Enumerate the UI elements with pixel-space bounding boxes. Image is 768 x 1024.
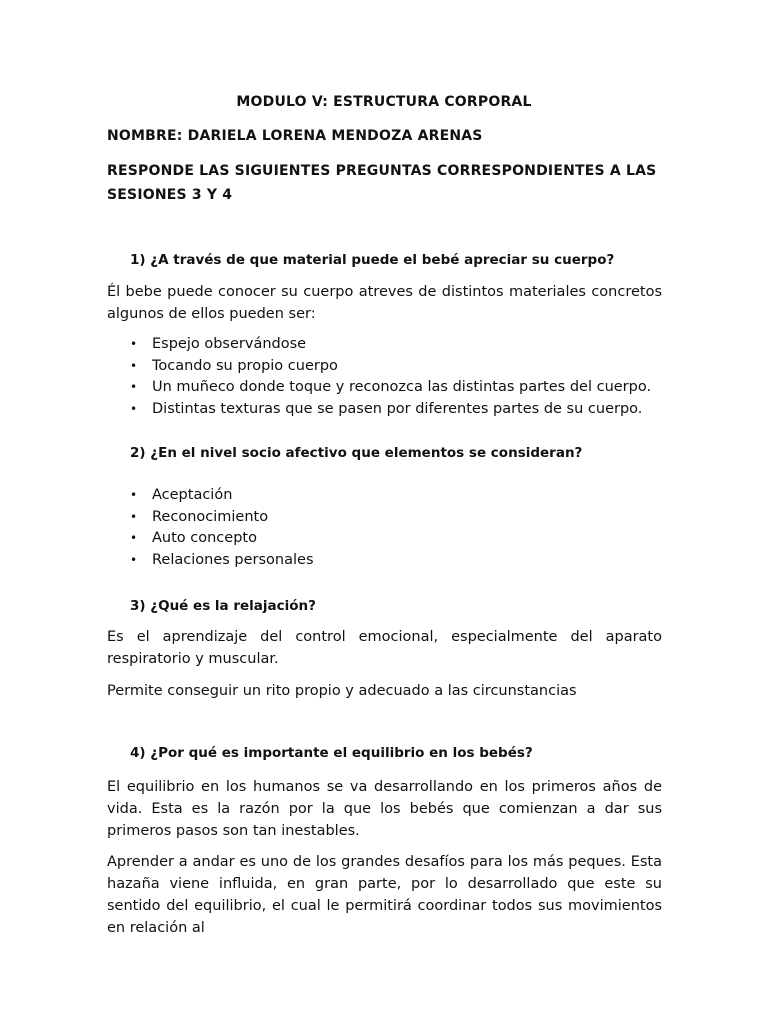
bullet-icon: • [130,401,138,416]
answer-1-text: Él bebe puede conocer su cuerpo atreves de distintos materiales concretos algunos de ellos pueden ser: [107,284,662,322]
answer-4-text-2: Aprender a andar es uno de los grandes desafíos para los más peques. Esta hazaña viene influida, en gran parte, por lo desarrollado que este su sentido del equilibrio, el cual le permitirá coordinar todos sus movimientos en relación al [107,854,662,936]
document-title: MODULO V: ESTRUCTURA CORPORAL [236,94,532,110]
answer-3-text-1: Es el aprendizaje del control emocional, especialmente del aparato respiratorio y muscular. [107,629,662,667]
list-item: • Aceptación [128,485,314,507]
answer-2-list [128,485,314,571]
list-item: • Relaciones personales [128,550,314,572]
question-3: 3) ¿Qué es la relajación? [130,598,317,614]
list-item: • Reconocimiento [128,507,314,529]
instructions: RESPONDE LAS SIGUIENTES PREGUNTAS CORRESPONDIENTES A LAS SESIONES 3 Y 4 [107,163,657,203]
answer-1-list [128,334,651,420]
bullet-icon: • [130,488,138,502]
question-1: 1) ¿A través de que material puede el bebé apreciar su cuerpo? [130,252,615,268]
list-item: • Tocando su propio cuerpo [128,356,651,378]
bullet-icon: • [130,337,138,351]
answer-4-text-1: El equilibrio en los humanos se va desarrollando en los primeros años de vida. Esta es la razón por la que los bebés que comienzan a dar sus primeros pasos son tan inestables. [107,779,662,839]
list-item: • Distintas texturas que se pasen por diferentes partes de su cuerpo. [128,399,651,421]
student-name: NOMBRE: DARIELA LORENA MENDOZA ARENAS [107,128,483,144]
list-item: • Auto concepto [128,528,314,550]
question-4: 4) ¿Por qué es importante el equilibrio en los bebés? [130,745,533,761]
list-item: • Un muñeco donde toque y reconozca las distintas partes del cuerpo. [128,377,651,399]
question-2: 2) ¿En el nivel socio afectivo que elementos se consideran? [130,445,583,461]
answer-3-text-2: Permite conseguir un rito propio y adecuado a las circunstancias [107,683,577,699]
bullet-icon: • [130,358,138,373]
bullet-icon: • [130,531,138,545]
bullet-icon: • [130,552,138,567]
bullet-icon: • [130,509,138,524]
bullet-icon: • [130,380,138,394]
list-item: • Espejo observándose [128,334,651,356]
